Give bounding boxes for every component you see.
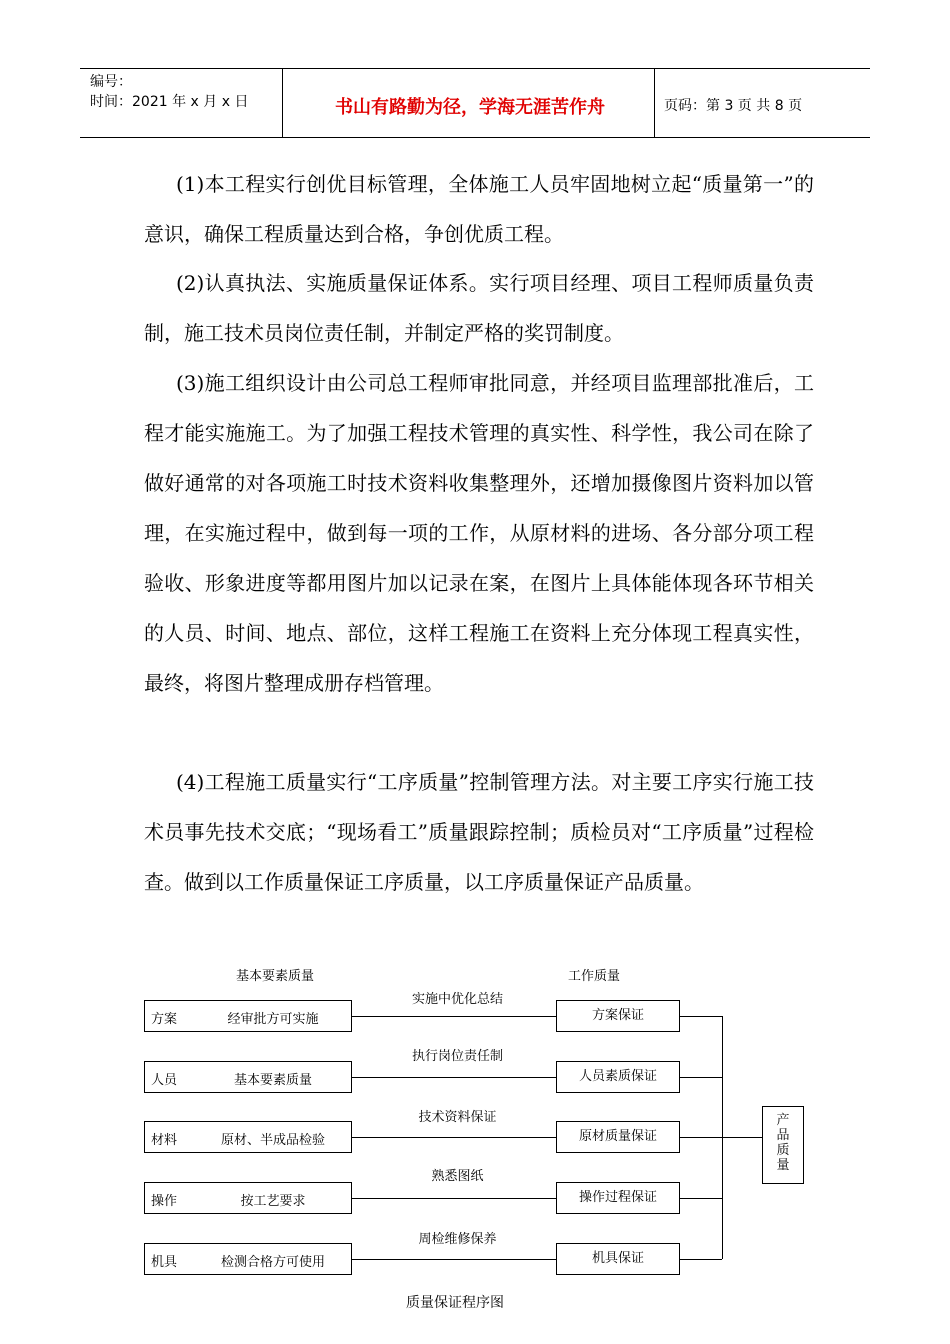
bracket-line: [680, 1198, 722, 1199]
header-divider: [654, 69, 655, 137]
work-box-equipment: 机具保证: [556, 1243, 680, 1275]
factor-box-equipment: 机具 检测合格方可使用: [144, 1243, 352, 1275]
bracket-line: [680, 1259, 722, 1260]
work-box-operation: 操作过程保证: [556, 1182, 680, 1214]
bracket-vertical-line: [722, 1016, 723, 1259]
right-column-header: 工作质量: [567, 969, 620, 984]
paragraph-1: (1)本工程实行创优目标管理，全体施工人员牢固地树立起“质量第一”的意识，确保工程质量达到合格，争创优质工程。: [144, 172, 814, 246]
connector-line: [352, 1137, 556, 1138]
connector-line: [352, 1198, 556, 1199]
link-label: 执行岗位责任制: [411, 1049, 503, 1064]
factor-box-personnel: 人员 基本要素质量: [144, 1061, 352, 1093]
connector-line: [352, 1259, 556, 1260]
document-number-label: 编号：: [90, 74, 132, 90]
link-label: 周检维修保养: [418, 1232, 497, 1247]
paragraph-3: (3)施工组织设计由公司总工程师审批同意，并经项目监理部批准后，工程才能实施施工。为了加强工程技术管理的真实性、科学性，我公司在除了做好通常的对各项施工时技术资料收集整理外，还增加摄像图片资料加以管理，在实施过程中，做到每一项的工作，从原材料的进场、各分部分项工程验收、形象进度等都用图片加以记录在案，在图片上具体能体现各环节相关的人员、时间、地点、部位，这样工程施工在资料上充分体现工程真实性，最终，将图片整理成册存档管理。: [144, 371, 814, 695]
connector-line: [352, 1016, 556, 1017]
factor-box-plan: 方案 经审批方可实施: [144, 1000, 352, 1032]
factor-box-operation: 操作 按工艺要求: [144, 1182, 352, 1214]
link-label: 熟悉图纸: [431, 1169, 484, 1184]
header-motto: 书山有路勤为径，学海无涯苦作舟: [335, 97, 605, 118]
paragraph-4: (4)工程施工质量实行“工序质量”控制管理方法。对主要工序实行施工技术员事先技术交底；“现场看工”质量跟踪控制；质检员对“工序质量”过程检查。做到以工作质量保证工序质量，以工序质量保证产品质量。: [144, 770, 814, 894]
bracket-line: [680, 1137, 762, 1138]
work-box-personnel: 人员素质保证: [556, 1061, 680, 1093]
work-box-plan: 方案保证: [556, 1000, 680, 1032]
left-column-header: 基本要素质量: [235, 969, 314, 984]
bracket-line: [680, 1016, 722, 1017]
product-quality-box: 产 品 质 量: [762, 1106, 804, 1184]
document-date-label: 时间：2021 年 x 月 x 日: [90, 94, 249, 110]
work-box-material: 原材质量保证: [556, 1121, 680, 1153]
link-label: 技术资料保证: [418, 1110, 497, 1125]
link-label: 实施中优化总结: [411, 992, 503, 1007]
diagram-caption: 质量保证程序图: [406, 1295, 504, 1311]
page-header: [80, 68, 870, 138]
factor-box-material: 材料 原材、半成品检验: [144, 1121, 352, 1153]
page-number: 页码：第 3 页 共 8 页: [664, 98, 803, 114]
header-divider: [282, 69, 283, 137]
connector-line: [352, 1077, 556, 1078]
paragraph-2: (2)认真执法、实施质量保证体系。实行项目经理、项目工程师质量负责制，施工技术员岗位责任制，并制定严格的奖罚制度。: [144, 271, 814, 345]
bracket-line: [680, 1077, 722, 1078]
